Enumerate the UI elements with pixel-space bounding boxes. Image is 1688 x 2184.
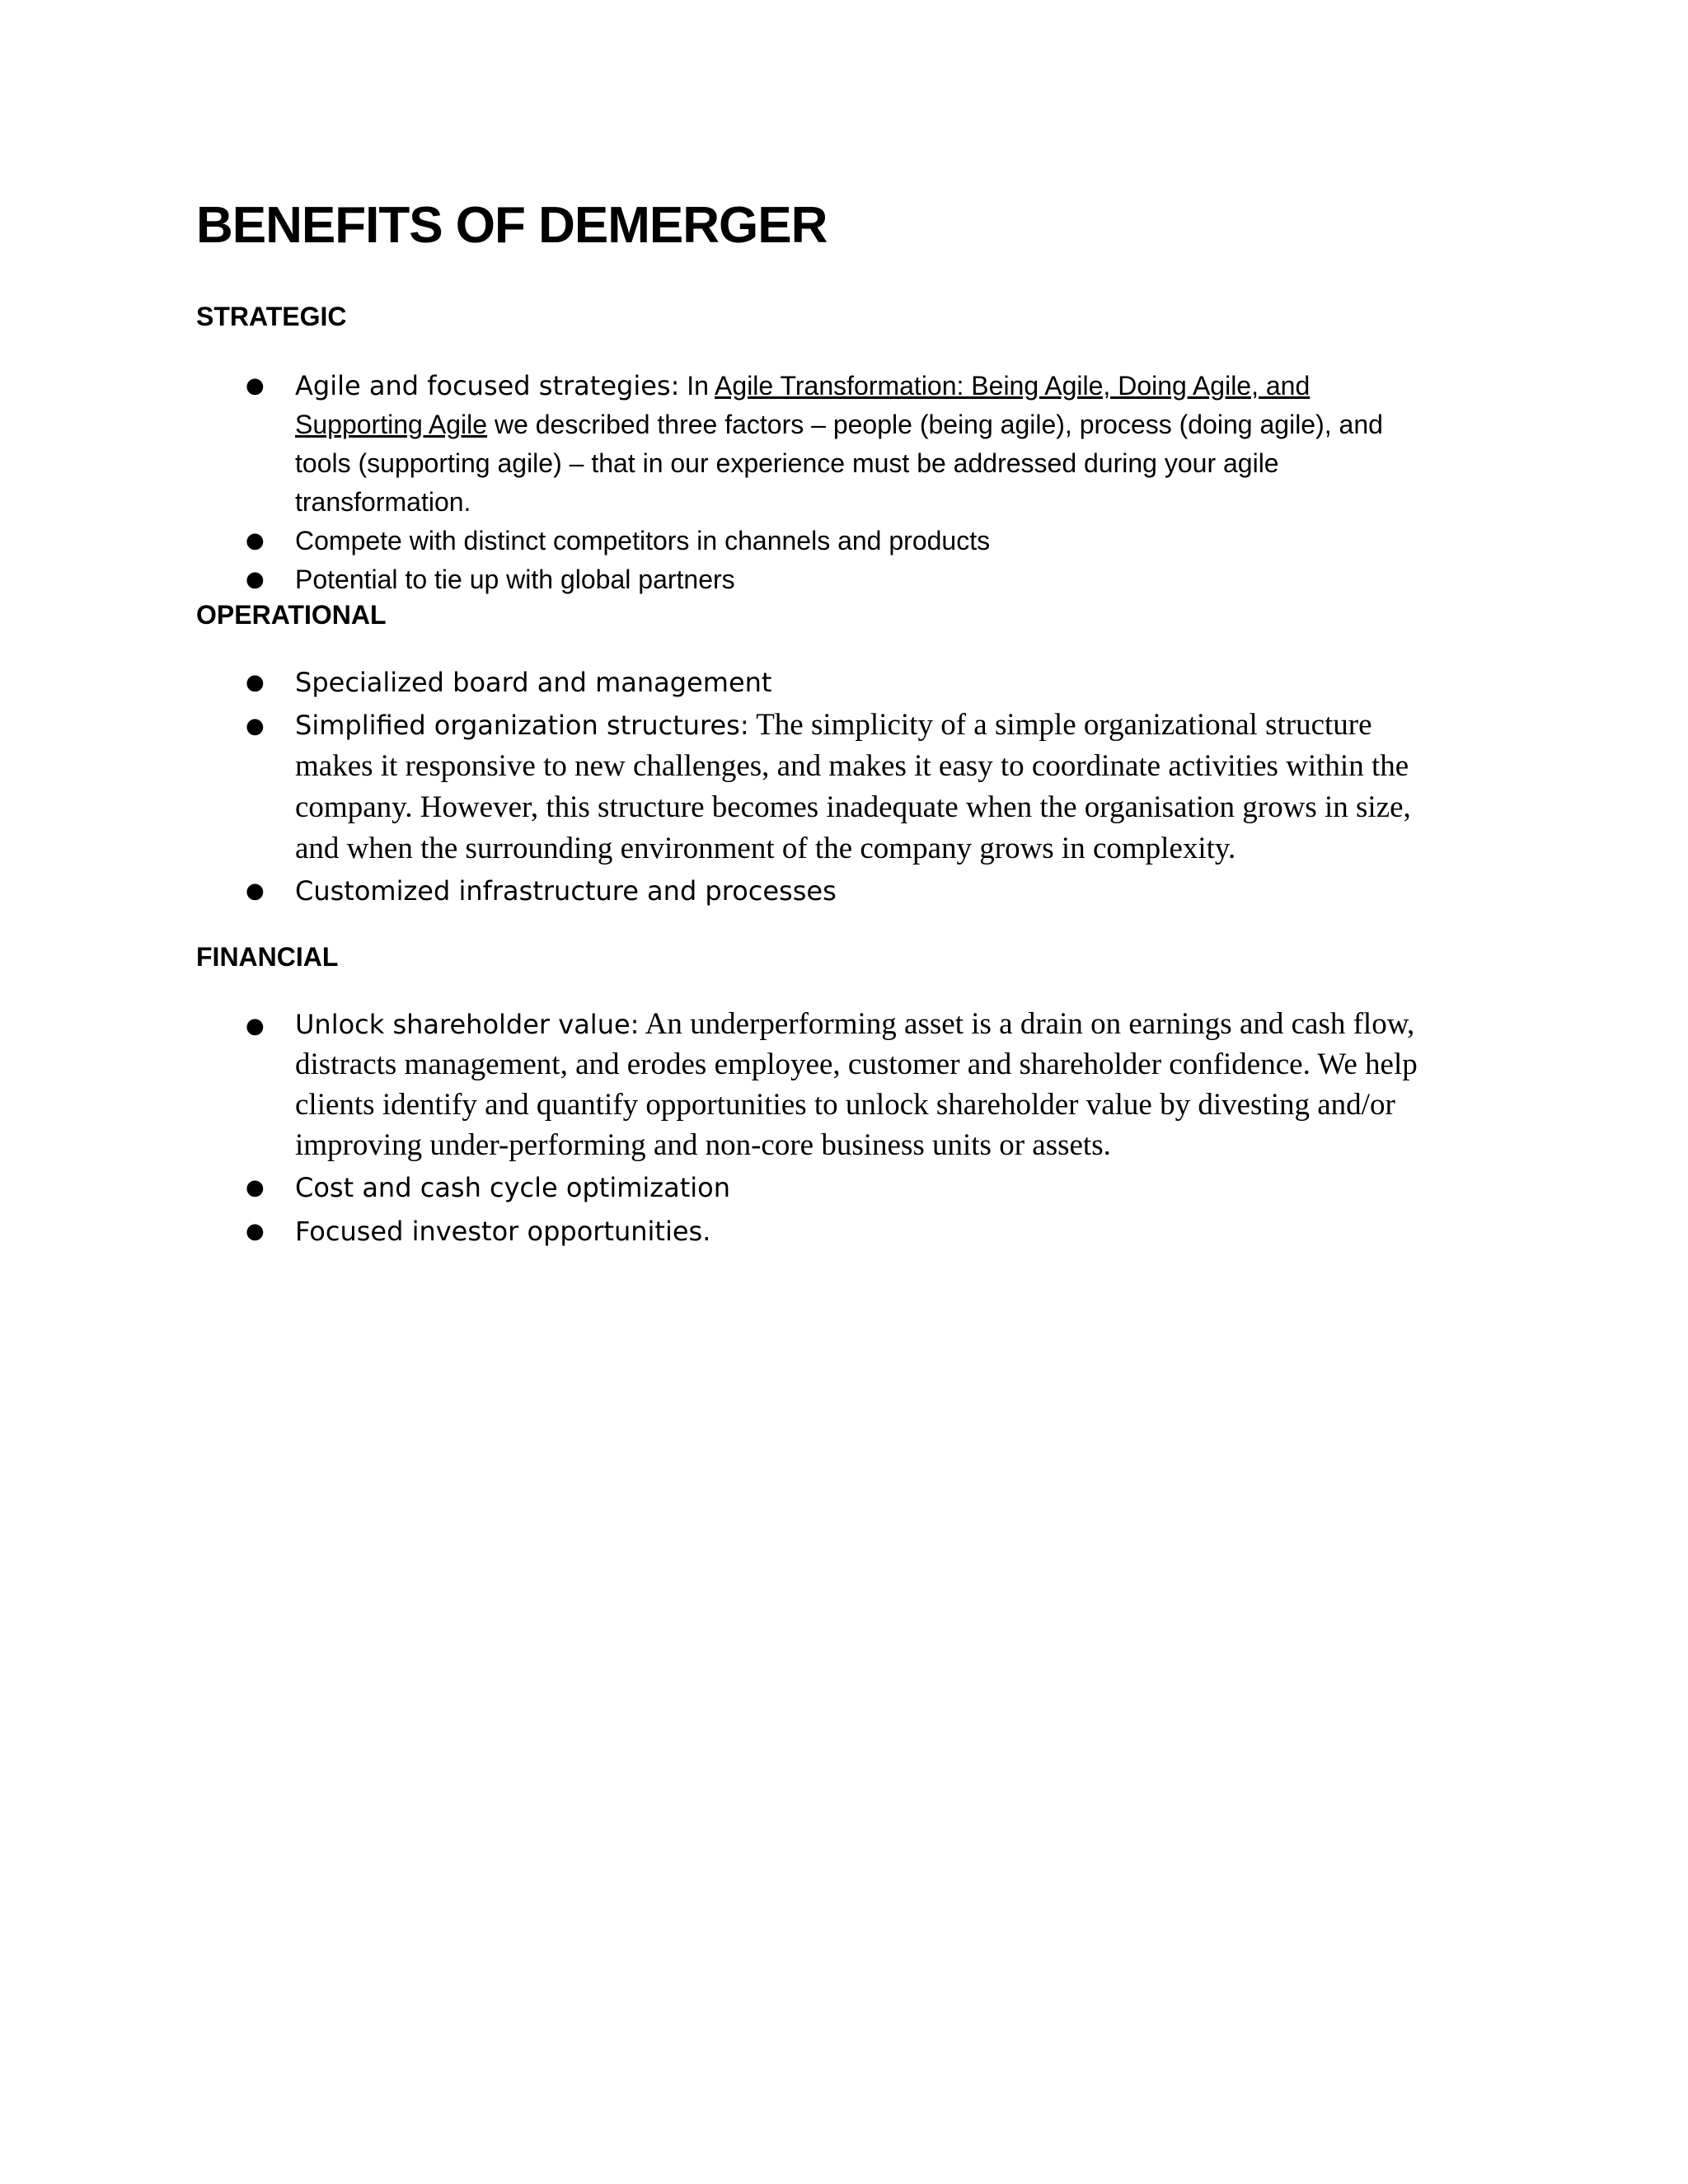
item-text: The simplicity of a simple organizational structure makes it responsive to new challenges, and makes it easy to coordinate activities within the company. However, this structure becomes inadequate when the organisation grows in size, and when the surrounding environment of the company grows in complexity. xyxy=(295,708,1411,865)
section-heading-strategic: STRATEGIC xyxy=(196,302,347,331)
item-label: Unlock shareholder value: xyxy=(295,1009,640,1040)
section-heading-financial: FINANCIAL xyxy=(196,942,339,972)
item-label: Specialized board and management xyxy=(295,667,772,698)
item-text: Potential to tie up with global partners xyxy=(295,565,735,594)
bullet-icon: ● xyxy=(246,670,265,695)
agile-transformation-link[interactable]: Agile Transformation: Being Agile, Doing Agile, and Supporting Agile xyxy=(295,371,1311,439)
list-item xyxy=(0,1169,1441,1212)
financial-list xyxy=(0,1007,1688,1256)
operational-list xyxy=(0,663,1688,916)
strategic-list xyxy=(0,369,1688,602)
list-item xyxy=(0,563,1441,602)
item-label: Cost and cash cycle optimization xyxy=(295,1172,730,1203)
item-intro: In xyxy=(679,371,715,401)
bullet-icon: ● xyxy=(246,373,265,398)
bullet-icon: ● xyxy=(246,1219,265,1244)
item-text: we described three factors – people (being agile), process (doing agile), and tools (supporting agile) – that in our experience must be addressed during your agile transformation. xyxy=(295,410,1383,517)
list-item xyxy=(0,524,1441,563)
item-label: Simplified organization structures: xyxy=(295,710,749,741)
list-item xyxy=(0,872,1441,916)
page-title: BENEFITS OF DEMERGER xyxy=(196,197,828,254)
list-item xyxy=(0,1212,1441,1256)
bullet-icon: ● xyxy=(246,879,265,903)
bullet-icon: ● xyxy=(246,714,265,738)
list-item xyxy=(0,663,1441,707)
list-item xyxy=(0,707,1441,872)
bullet-icon: ● xyxy=(246,1014,265,1038)
list-item xyxy=(0,369,1441,524)
bullet-icon: ● xyxy=(246,528,265,553)
item-text: An underperforming asset is a drain on earnings and cash flow, distracts management, and erodes employee, customer and shareholder confidence. We help clients identify and quantify opportunities to unlock shareholder value by divesting and/or improving under-performing and non-core business units or assets. xyxy=(295,1007,1418,1162)
bullet-icon: ● xyxy=(246,1175,265,1200)
item-label: Agile and focused strategies: xyxy=(295,370,680,401)
item-label: Customized infrastructure and processes xyxy=(295,875,837,907)
bullet-icon: ● xyxy=(246,567,265,592)
item-text: Compete with distinct competitors in channels and products xyxy=(295,526,991,555)
section-heading-operational: OPERATIONAL xyxy=(196,600,387,630)
list-item xyxy=(0,1007,1441,1169)
item-label: Focused investor opportunities. xyxy=(295,1216,711,1247)
